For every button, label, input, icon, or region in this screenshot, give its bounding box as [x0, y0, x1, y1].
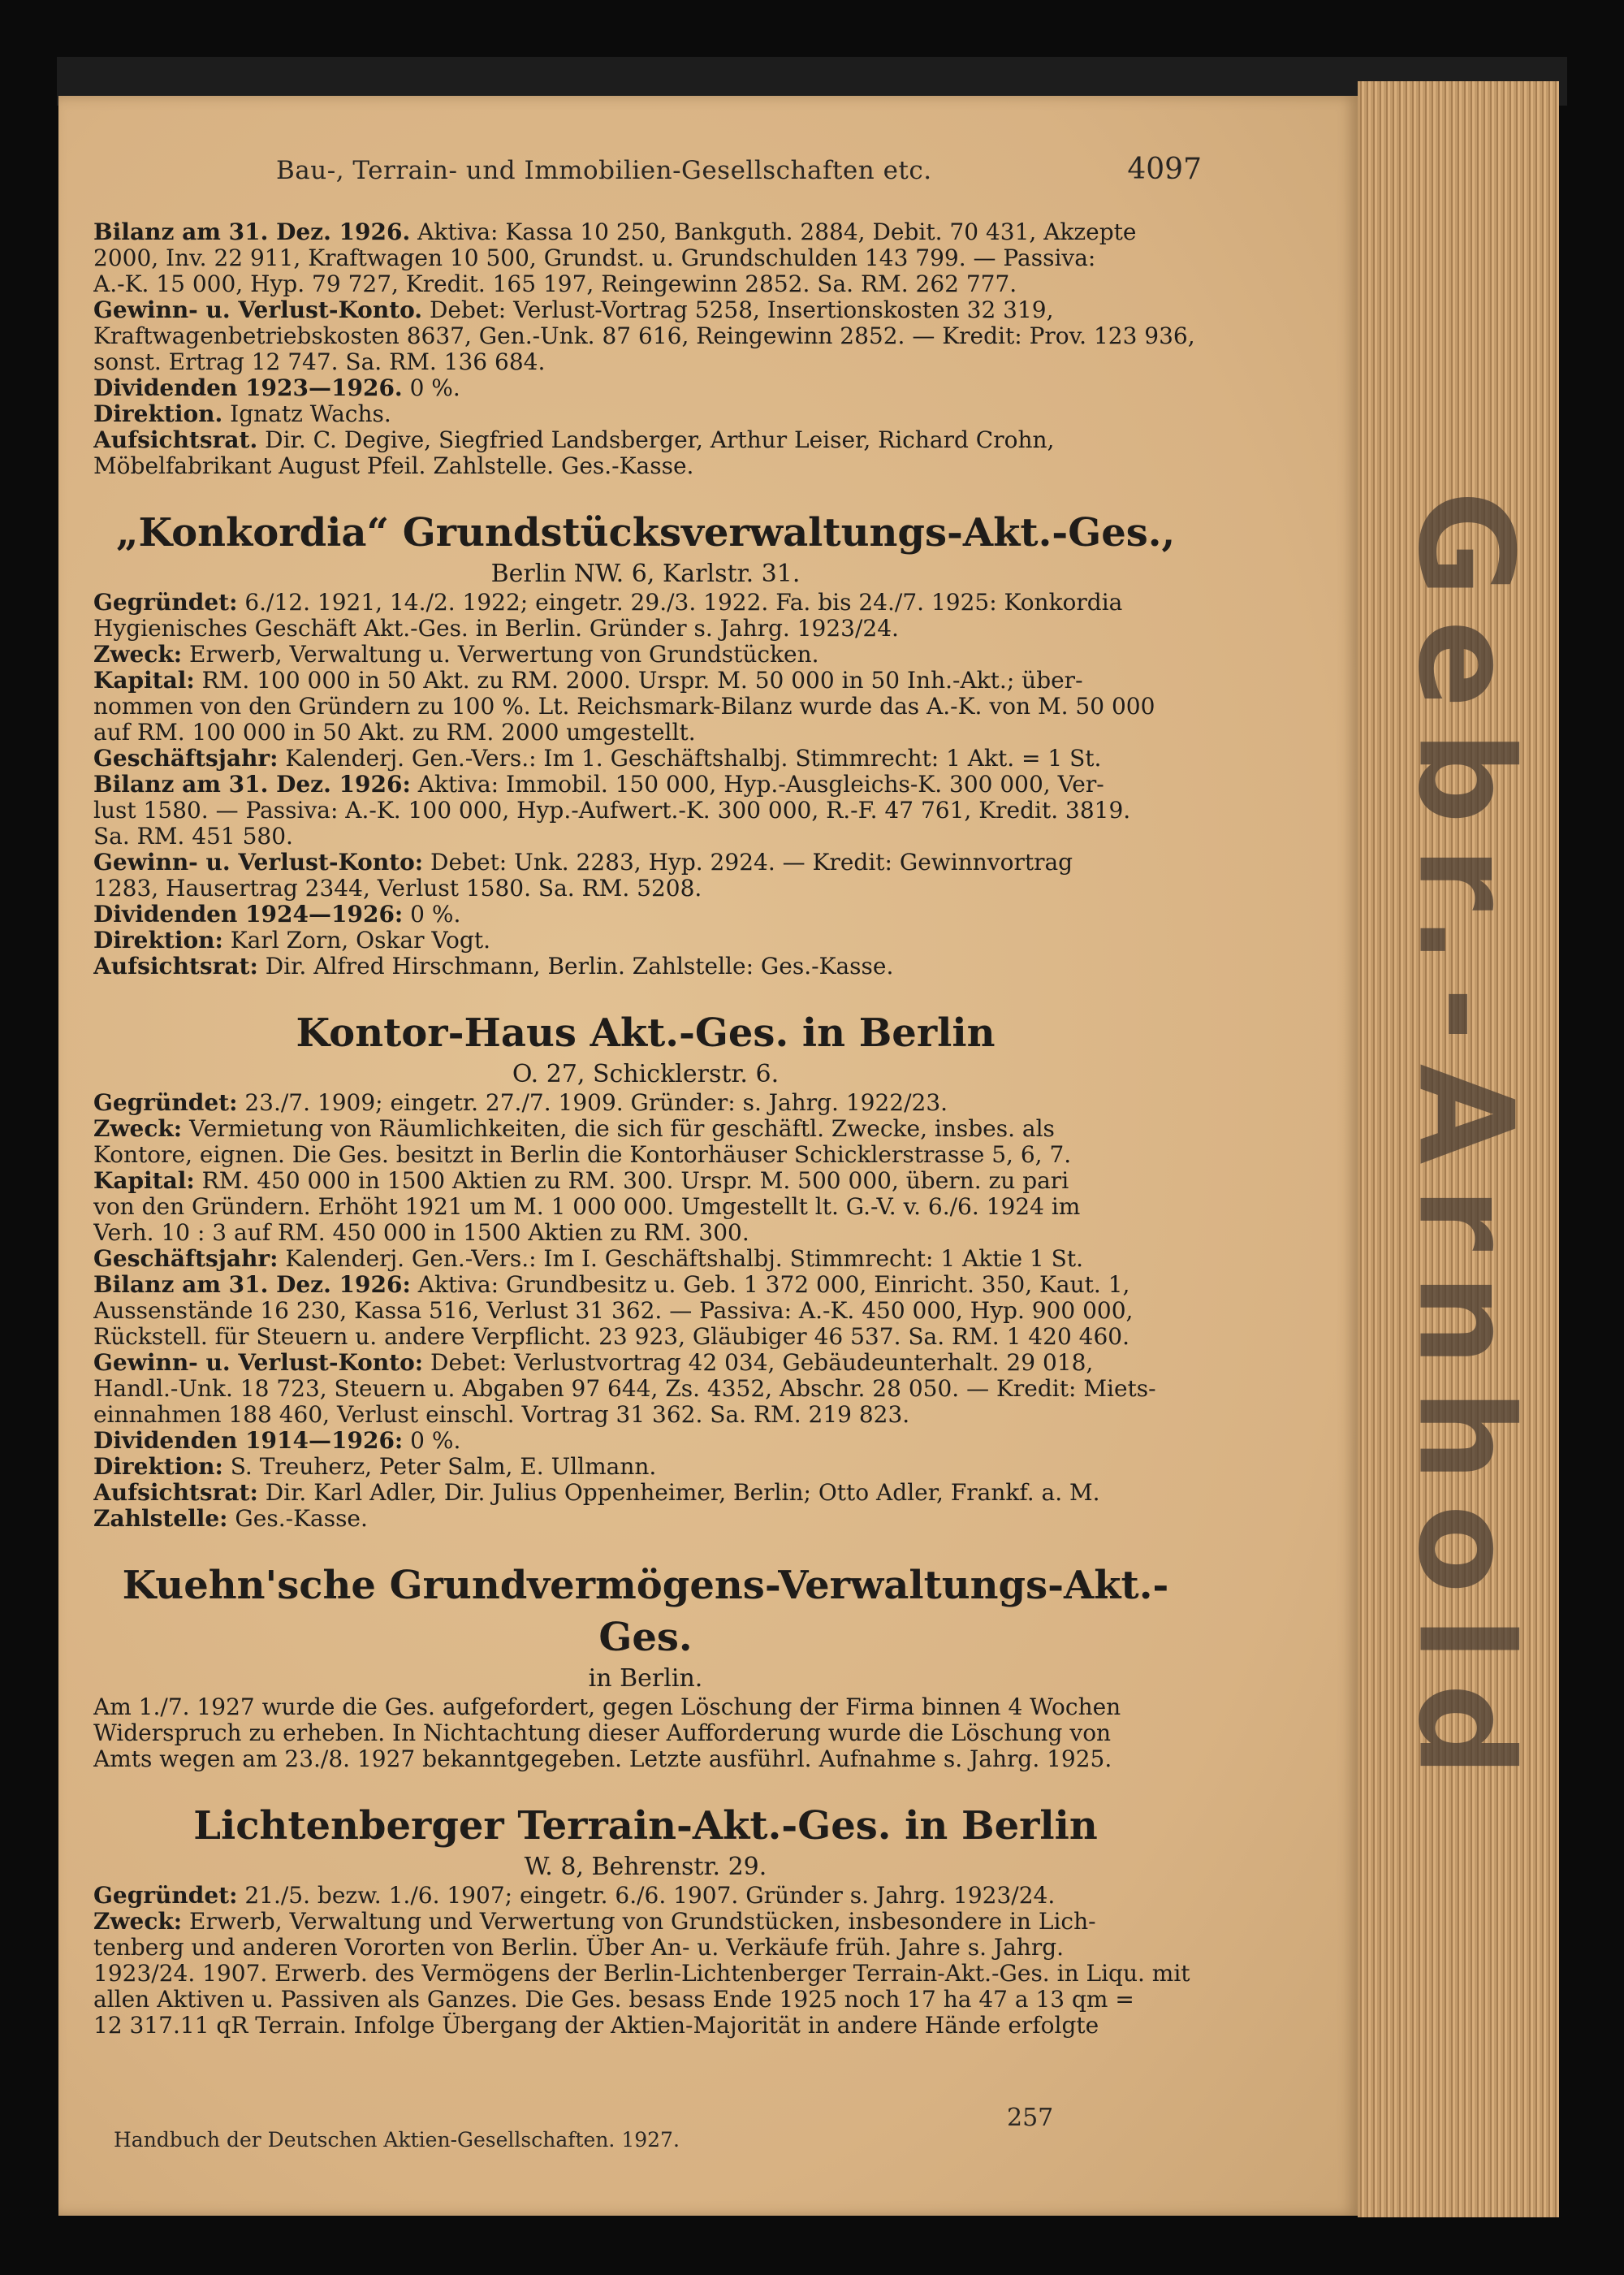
- text-line: [93, 1090, 1198, 1116]
- text-line: [93, 1246, 1198, 1272]
- field-text: Erwerb, Verwaltung u. Verwertung von Grundstücken.: [182, 642, 819, 668]
- field-text: Dir. Alfred Hirschmann, Berlin. Zahlstelle: Ges.-Kasse.: [257, 954, 894, 980]
- text-line: [93, 401, 1198, 427]
- text-line: [93, 1746, 1198, 1772]
- text-line: [93, 1194, 1198, 1220]
- running-header: [276, 153, 1202, 186]
- page-footer: [114, 2104, 1088, 2152]
- field-label: Aufsichtsrat.: [93, 427, 258, 453]
- field-label: Bilanz am 31. Dez. 1926:: [93, 1272, 411, 1298]
- field-text: Kalenderj. Gen.-Vers.: Im I. Geschäftshalbj. Stimmrecht: 1 Aktie 1 St.: [278, 1246, 1083, 1272]
- field-text: Aktiva: Kassa 10 250, Bankguth. 2884, Debit. 70 431, Akzepte: [410, 219, 1137, 245]
- text-line: [93, 427, 1198, 453]
- field-text: Hygienisches Geschäft Akt.-Ges. in Berlin. Gründer s. Jahrg. 1923/24.: [93, 616, 899, 642]
- field-label: Dividenden 1924—1926:: [93, 902, 404, 928]
- field-text: tenberg und anderen Vororten von Berlin. Über An- u. Verkäufe früh. Jahre s. Jahrg.: [93, 1935, 1065, 1961]
- section-s3: [93, 1559, 1198, 1772]
- text-line: [93, 590, 1198, 616]
- field-label: Gegründet:: [93, 1090, 238, 1116]
- field-text: 0 %.: [403, 902, 461, 928]
- text-line: [93, 1883, 1198, 1909]
- text-line: [93, 375, 1198, 401]
- field-label: Bilanz am 31. Dez. 1926:: [93, 772, 411, 798]
- field-label: Dividenden 1914—1926:: [93, 1428, 404, 1454]
- text-line: [93, 616, 1198, 642]
- text-line: [93, 1402, 1198, 1428]
- field-label: Direktion:: [93, 928, 223, 954]
- field-label: Zweck:: [93, 1116, 183, 1142]
- field-text: lust 1580. — Passiva: A.-K. 100 000, Hyp.-Aufwert.-K. 300 000, R.-F. 47 761, Kredit. 3819.: [93, 798, 1131, 824]
- field-text: Aussenstände 16 230, Kassa 516, Verlust 31 362. — Passiva: A.-K. 450 000, Hyp. 900 000,: [93, 1298, 1134, 1324]
- field-text: A.-K. 15 000, Hyp. 79 727, Kredit. 165 197, Reingewinn 2852. Sa. RM. 262 777.: [93, 271, 1017, 297]
- section-heading: Kontor-Haus Akt.-Ges. in Berlin: [296, 1010, 996, 1056]
- text-line: [93, 746, 1198, 772]
- field-text: 0 %.: [402, 375, 460, 401]
- field-text: 1923/24. 1907. Erwerb. des Vermögens der Berlin-Lichtenberger Terrain-Akt.-Ges. in Liqu. mit: [93, 1961, 1190, 1987]
- text-line: [93, 271, 1198, 297]
- field-label: Zweck:: [93, 1909, 183, 1935]
- header-title: Bau-, Terrain- und Immobilien-Gesellschaften etc.: [276, 156, 932, 185]
- text-line: [93, 1324, 1198, 1350]
- text-line: [93, 349, 1198, 375]
- field-label: Zahlstelle:: [93, 1506, 228, 1532]
- field-text: auf RM. 100 000 in 50 Akt. zu RM. 2000 umgestellt.: [93, 720, 696, 746]
- field-text: einnahmen 188 460, Verlust einschl. Vortrag 31 362. Sa. RM. 219 823.: [93, 1402, 910, 1428]
- field-text: allen Aktiven u. Passiven als Ganzes. Die Ges. besass Ende 1925 noch 17 ha 47 a 13 qm =: [93, 1987, 1134, 2013]
- field-label: Gegründet:: [93, 590, 238, 616]
- field-text: Am 1./7. 1927 wurde die Ges. aufgefordert, gegen Löschung der Firma binnen 4 Wochen: [93, 1694, 1121, 1720]
- page-number: 4097: [1127, 153, 1202, 186]
- field-text: Dir. Karl Adler, Dir. Julius Oppenheimer, Berlin; Otto Adler, Frankf. a. M.: [257, 1480, 1100, 1506]
- field-label: Kapital:: [93, 668, 195, 694]
- field-text: 21./5. bezw. 1./6. 1907; eingetr. 6./6. 1907. Gründer s. Jahrg. 1923/24.: [237, 1883, 1056, 1909]
- field-text: 2000, Inv. 22 911, Kraftwagen 10 500, Grundst. u. Grundschulden 143 799. — Passiva:: [93, 245, 1096, 271]
- text-line: [93, 798, 1198, 824]
- field-text: 6./12. 1921, 14./2. 1922; eingetr. 29./3. 1922. Fa. bis 24./7. 1925: Konkordia: [237, 590, 1123, 616]
- field-label: Dividenden 1923—1926.: [93, 375, 403, 401]
- section-heading: Lichtenberger Terrain-Akt.-Ges. in Berlin: [193, 1803, 1098, 1849]
- field-label: Direktion.: [93, 401, 223, 427]
- field-text: Amts wegen am 23./8. 1927 bekanntgegeben. Letzte ausführl. Aufnahme s. Jahrg. 1925.: [93, 1746, 1112, 1772]
- field-label: Aufsichtsrat:: [93, 954, 258, 980]
- text-line: [93, 772, 1198, 798]
- field-label: Bilanz am 31. Dez. 1926.: [93, 219, 411, 245]
- field-text: Debet: Verlust-Vortrag 5258, Insertionskosten 32 319,: [422, 297, 1054, 323]
- text-line: [93, 453, 1198, 479]
- field-text: Debet: Verlustvortrag 42 034, Gebäudeunterhalt. 29 018,: [423, 1350, 1094, 1376]
- field-text: Dir. C. Degive, Siegfried Landsberger, Arthur Leiser, Richard Crohn,: [257, 427, 1055, 453]
- field-label: Aufsichtsrat:: [93, 1480, 258, 1506]
- field-text: Widerspruch zu erheben. In Nichtachtung dieser Aufforderung wurde die Löschung von: [93, 1720, 1112, 1746]
- section-s1: [93, 507, 1198, 980]
- text-line: [93, 850, 1198, 876]
- text-line: [93, 876, 1198, 902]
- text-line: [93, 1961, 1198, 1987]
- text-line: [93, 902, 1198, 928]
- section-s2: [93, 1007, 1198, 1532]
- field-label: Geschäftsjahr:: [93, 746, 279, 772]
- signature-mark: 257: [1007, 2104, 1054, 2132]
- field-label: Kapital:: [93, 1168, 195, 1194]
- field-text: Möbelfabrikant August Pfeil. Zahlstelle. Ges.-Kasse.: [93, 453, 694, 479]
- field-text: 1283, Hausertrag 2344, Verlust 1580. Sa. RM. 5208.: [93, 876, 702, 902]
- field-text: Karl Zorn, Oskar Vogt.: [222, 928, 490, 954]
- field-text: Aktiva: Immobil. 150 000, Hyp.-Ausgleichs-K. 300 000, Ver-: [410, 772, 1104, 798]
- field-label: Direktion:: [93, 1454, 223, 1480]
- text-line: [93, 720, 1198, 746]
- section-address: in Berlin.: [588, 1664, 703, 1693]
- field-text: Kontore, eignen. Die Ges. besitzt in Berlin die Kontorhäuser Schicklerstrasse 5, 6, 7.: [93, 1142, 1072, 1168]
- field-text: RM. 100 000 in 50 Akt. zu RM. 2000. Urspr. M. 50 000 in 50 Inh.-Akt.; über-: [194, 668, 1083, 694]
- section-heading: Kuehn'sche Grundvermögens-Verwaltungs-Akt.-Ges.: [122, 1563, 1169, 1660]
- field-text: von den Gründern. Erhöht 1921 um M. 1 000 000. Umgestellt lt. G.-V. v. 6./6. 1924 im: [93, 1194, 1081, 1220]
- text-line: [93, 694, 1198, 720]
- edge-stamp-text: Gebr.-Arnhold: [1389, 491, 1542, 1800]
- section-address: Berlin NW. 6, Karlstr. 31.: [490, 560, 801, 588]
- text-line: [93, 928, 1198, 954]
- text-line: [93, 1935, 1198, 1961]
- text-line: [93, 1720, 1198, 1746]
- field-text: Handl.-Unk. 18 723, Steuern u. Abgaben 97 644, Zs. 4352, Abschr. 28 050. — Kredit: Miets-: [93, 1376, 1156, 1402]
- text-line: [93, 1506, 1198, 1532]
- text-line: [93, 1220, 1198, 1246]
- footer-text: Handbuch der Deutschen Aktien-Gesellschaften. 1927.: [114, 2128, 680, 2152]
- page-body: [93, 219, 1198, 2039]
- field-label: Zweck:: [93, 642, 183, 668]
- field-text: nommen von den Gründern zu 100 %. Lt. Reichsmark-Bilanz wurde das A.-K. von M. 50 000: [93, 694, 1155, 720]
- text-line: [93, 1694, 1198, 1720]
- text-line: [93, 1116, 1198, 1142]
- field-text: Debet: Unk. 2283, Hyp. 2924. — Kredit: Gewinnvortrag: [423, 850, 1073, 876]
- text-line: [93, 323, 1198, 349]
- text-line: [93, 1272, 1198, 1298]
- field-text: S. Treuherz, Peter Salm, E. Ullmann.: [222, 1454, 657, 1480]
- text-line: [93, 219, 1198, 245]
- text-line: [93, 2013, 1198, 2039]
- field-text: Sa. RM. 451 580.: [93, 824, 293, 850]
- field-text: Verh. 10 : 3 auf RM. 450 000 in 1500 Aktien zu RM. 300.: [93, 1220, 749, 1246]
- text-line: [93, 1480, 1198, 1506]
- field-text: sonst. Ertrag 12 747. Sa. RM. 136 684.: [93, 349, 546, 375]
- field-text: Erwerb, Verwaltung und Verwertung von Grundstücken, insbesondere in Lich-: [182, 1909, 1096, 1935]
- section-address: O. 27, Schicklerstr. 6.: [512, 1060, 780, 1088]
- field-text: Rückstell. für Steuern u. andere Verpflicht. 23 923, Gläubiger 46 537. Sa. RM. 1 420 460.: [93, 1324, 1129, 1350]
- field-text: RM. 450 000 in 1500 Aktien zu RM. 300. Urspr. M. 500 000, übern. zu pari: [194, 1168, 1069, 1194]
- field-text: Vermietung von Räumlichkeiten, die sich für geschäftl. Zwecke, insbes. als: [182, 1116, 1055, 1142]
- section-s0: [93, 219, 1198, 479]
- field-label: Gewinn- u. Verlust-Konto:: [93, 1350, 424, 1376]
- field-label: Gewinn- u. Verlust-Konto:: [93, 850, 424, 876]
- field-text: Kalenderj. Gen.-Vers.: Im 1. Geschäftshalbj. Stimmrecht: 1 Akt. = 1 St.: [278, 746, 1102, 772]
- text-line: [93, 1298, 1198, 1324]
- field-text: 12 317.11 qR Terrain. Infolge Übergang der Aktien-Majorität in andere Hände erfolgte: [93, 2013, 1099, 2039]
- text-line: [93, 1168, 1198, 1194]
- section-s4: [93, 1800, 1198, 2039]
- text-line: [93, 297, 1198, 323]
- text-line: [93, 954, 1198, 980]
- field-text: 23./7. 1909; eingetr. 27./7. 1909. Gründer: s. Jahrg. 1922/23.: [237, 1090, 948, 1116]
- text-line: [93, 1142, 1198, 1168]
- text-line: [93, 1454, 1198, 1480]
- field-label: Gewinn- u. Verlust-Konto.: [93, 297, 423, 323]
- text-line: [93, 1376, 1198, 1402]
- field-text: Ges.-Kasse.: [227, 1506, 368, 1532]
- section-address: W. 8, Behrenstr. 29.: [524, 1853, 767, 1881]
- field-label: Geschäftsjahr:: [93, 1246, 279, 1272]
- field-text: Aktiva: Grundbesitz u. Geb. 1 372 000, Einricht. 350, Kaut. 1,: [410, 1272, 1130, 1298]
- text-line: [93, 1909, 1198, 1935]
- text-line: [93, 642, 1198, 668]
- field-text: Kraftwagenbetriebskosten 8637, Gen.-Unk. 87 616, Reingewinn 2852. — Kredit: Prov. 123 936,: [93, 323, 1195, 349]
- field-text: 0 %.: [403, 1428, 461, 1454]
- text-line: [93, 668, 1198, 694]
- field-text: Ignatz Wachs.: [222, 401, 391, 427]
- text-line: [93, 1350, 1198, 1376]
- text-line: [93, 1987, 1198, 2013]
- text-line: [93, 245, 1198, 271]
- field-label: Gegründet:: [93, 1883, 238, 1909]
- section-heading: „Konkordia“ Grundstücksverwaltungs-Akt.-Ges.,: [115, 510, 1176, 556]
- text-line: [93, 1428, 1198, 1454]
- text-line: [93, 824, 1198, 850]
